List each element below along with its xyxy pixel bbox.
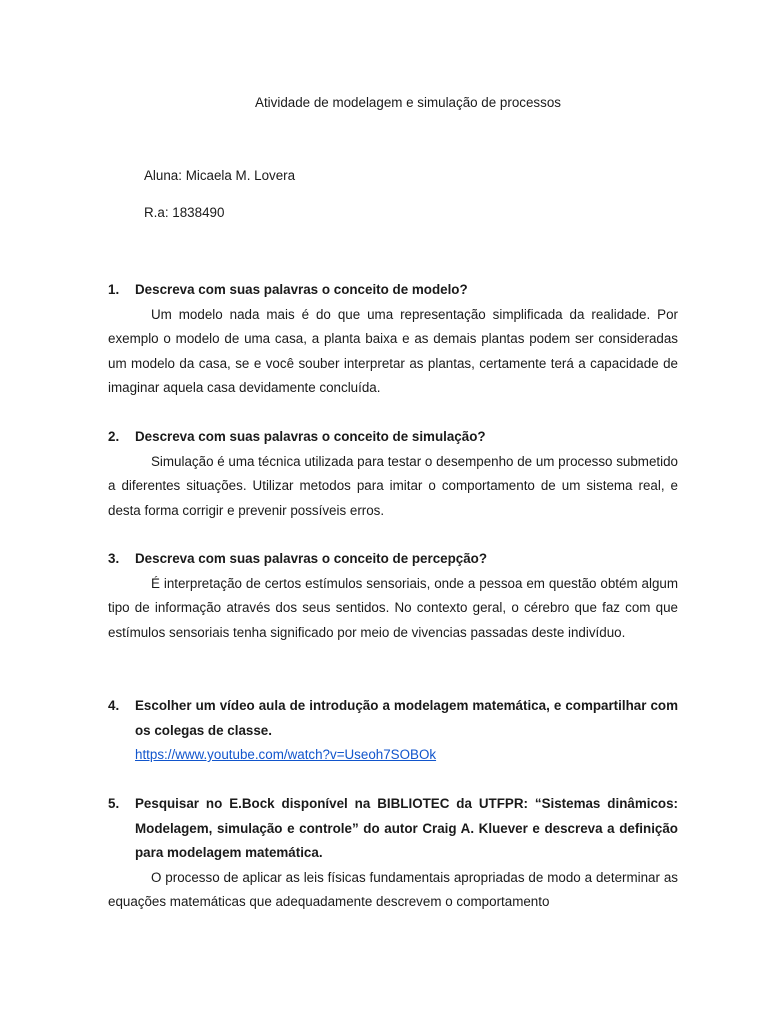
- question-4: [108, 694, 678, 768]
- question-answer: O processo de aplicar as leis físicas fundamentais apropriadas de modo a determinar as equações matemáticas que adequadamente descrevem o comportamento: [108, 869, 678, 909]
- question-2: [108, 425, 678, 523]
- question-answer: Simulação é uma técnica utilizada para testar o desempenho de um processo submetido a diferentes situações. Utilizar metodos para imitar o comportamento de um sistema real, e desta forma corrigir e prevenir possíveis erros.: [108, 453, 678, 518]
- question-heading: Descreva com suas palavras o conceito de modelo?: [135, 282, 468, 297]
- question-number: 2.: [108, 429, 120, 444]
- question-answer: Um modelo nada mais é do que uma representação simplificada da realidade. Por exemplo o modelo de uma casa, a planta baixa e as demais plantas podem ser consideradas um modelo da casa, se e você souber interpretar as plantas, certamente terá a capacidade de imaginar aquela casa devidamente concluída.: [108, 306, 678, 395]
- question-heading: Descreva com suas palavras o conceito de simulação?: [135, 429, 486, 444]
- question-answer: É interpretação de certos estímulos sensoriais, onde a pessoa em questão obtém algum tipo de informação através dos seus sentidos. No contexto geral, o cérebro que faz com que estímulos sensoriais tenha significado por meio de vivencias passadas deste indivíduo.: [108, 575, 678, 640]
- student-name: Aluna: Micaela M. Lovera: [144, 168, 296, 183]
- question-number: 4.: [108, 698, 120, 713]
- question-heading: Pesquisar no E.Bock disponível na BIBLIOTEC da UTFPR: “Sistemas dinâmicos: Modelagem, simulação e controle” do autor Craig A. Kluever e descreva a definição para modelagem matemática.: [135, 796, 678, 860]
- question-number: 5.: [108, 796, 120, 811]
- student-ra: R.a: 1838490: [144, 205, 225, 220]
- question-3: [108, 547, 678, 645]
- document-title: Atividade de modelagem e simulação de processos: [255, 95, 561, 110]
- question-heading: Descreva com suas palavras o conceito de percepção?: [135, 551, 488, 566]
- question-heading: Escolher um vídeo aula de introdução a modelagem matemática, e compartilhar com os colegas de classe.: [135, 698, 678, 738]
- question-5: [108, 792, 678, 915]
- question-1: [108, 278, 678, 401]
- question-number: 3.: [108, 551, 120, 566]
- youtube-link[interactable]: https://www.youtube.com/watch?v=Useoh7SOBOk: [135, 747, 437, 762]
- question-number: 1.: [108, 282, 120, 297]
